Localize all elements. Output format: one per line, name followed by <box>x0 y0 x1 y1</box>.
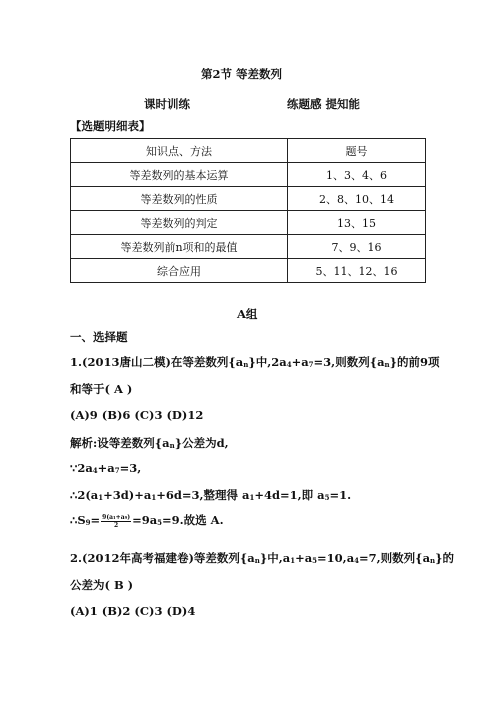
topic-table <box>70 138 426 283</box>
table-row <box>71 187 426 211</box>
sum-fraction: $\frac{\text{9(a₁+a₉)}}{2}$ <box>102 513 131 529</box>
q1-solution-line4: ∴S9= $\frac{\text{9(a₁+a₉)}}{2}$ =9a5=9.故选 A. <box>70 513 224 529</box>
group-label: A组 <box>237 307 258 321</box>
page-title: 第2节 等差数列 <box>201 67 283 81</box>
column-header: 知识点、方法 <box>71 139 288 163</box>
practice-slogan: 练题感 提知能 <box>287 97 361 111</box>
table-cell: 2、8、10、14 <box>288 187 426 211</box>
table-cell: 等差数列的基本运算 <box>71 163 288 187</box>
table-cell: 等差数列前n项和的最值 <box>71 235 288 259</box>
table-heading: 【选题明细表】 <box>70 119 151 133</box>
table-row <box>71 163 426 187</box>
table-row <box>71 211 426 235</box>
q1-solution-line3: ∴2(a1+3d)+a1+6d=3,整理得 a1+4d=1,即 a5=1. <box>70 488 352 502</box>
column-header: 题号 <box>288 139 426 163</box>
table-cell: 1、3、4、6 <box>288 163 426 187</box>
q1-options: (A)9 (B)6 (C)3 (D)12 <box>70 408 204 422</box>
q1-stem-line2: 和等于( A ) <box>70 382 133 396</box>
q1-solution-line1: 解析:设等差数列{an}公差为d, <box>70 436 229 450</box>
table-cell: 13、15 <box>288 211 426 235</box>
q2-options: (A)1 (B)2 (C)3 (D)4 <box>70 604 196 618</box>
practice-label: 课时训练 <box>144 97 190 111</box>
q2-stem-line1: 2.(2012年高考福建卷)等差数列{an}中,a1+a5=10,a4=7,则数列{an}的 <box>70 551 455 565</box>
q1-solution-line2: ∵2a4+a7=3, <box>70 461 142 475</box>
table-cell: 综合应用 <box>71 259 288 283</box>
table-cell: 等差数列的性质 <box>71 187 288 211</box>
table-cell: 等差数列的判定 <box>71 211 288 235</box>
table-row <box>71 259 426 283</box>
table-cell: 7、9、16 <box>288 235 426 259</box>
q1-stem-line1: 1.(2013唐山二模)在等差数列{an}中,2a4+a7=3,则数列{an}的前9项 <box>70 355 440 369</box>
table-cell: 5、11、12、16 <box>288 259 426 283</box>
section-title: 一、选择题 <box>70 330 128 344</box>
table-header-row <box>71 139 426 163</box>
q2-stem-line2: 公差为( B ) <box>70 578 134 592</box>
table-row <box>71 235 426 259</box>
